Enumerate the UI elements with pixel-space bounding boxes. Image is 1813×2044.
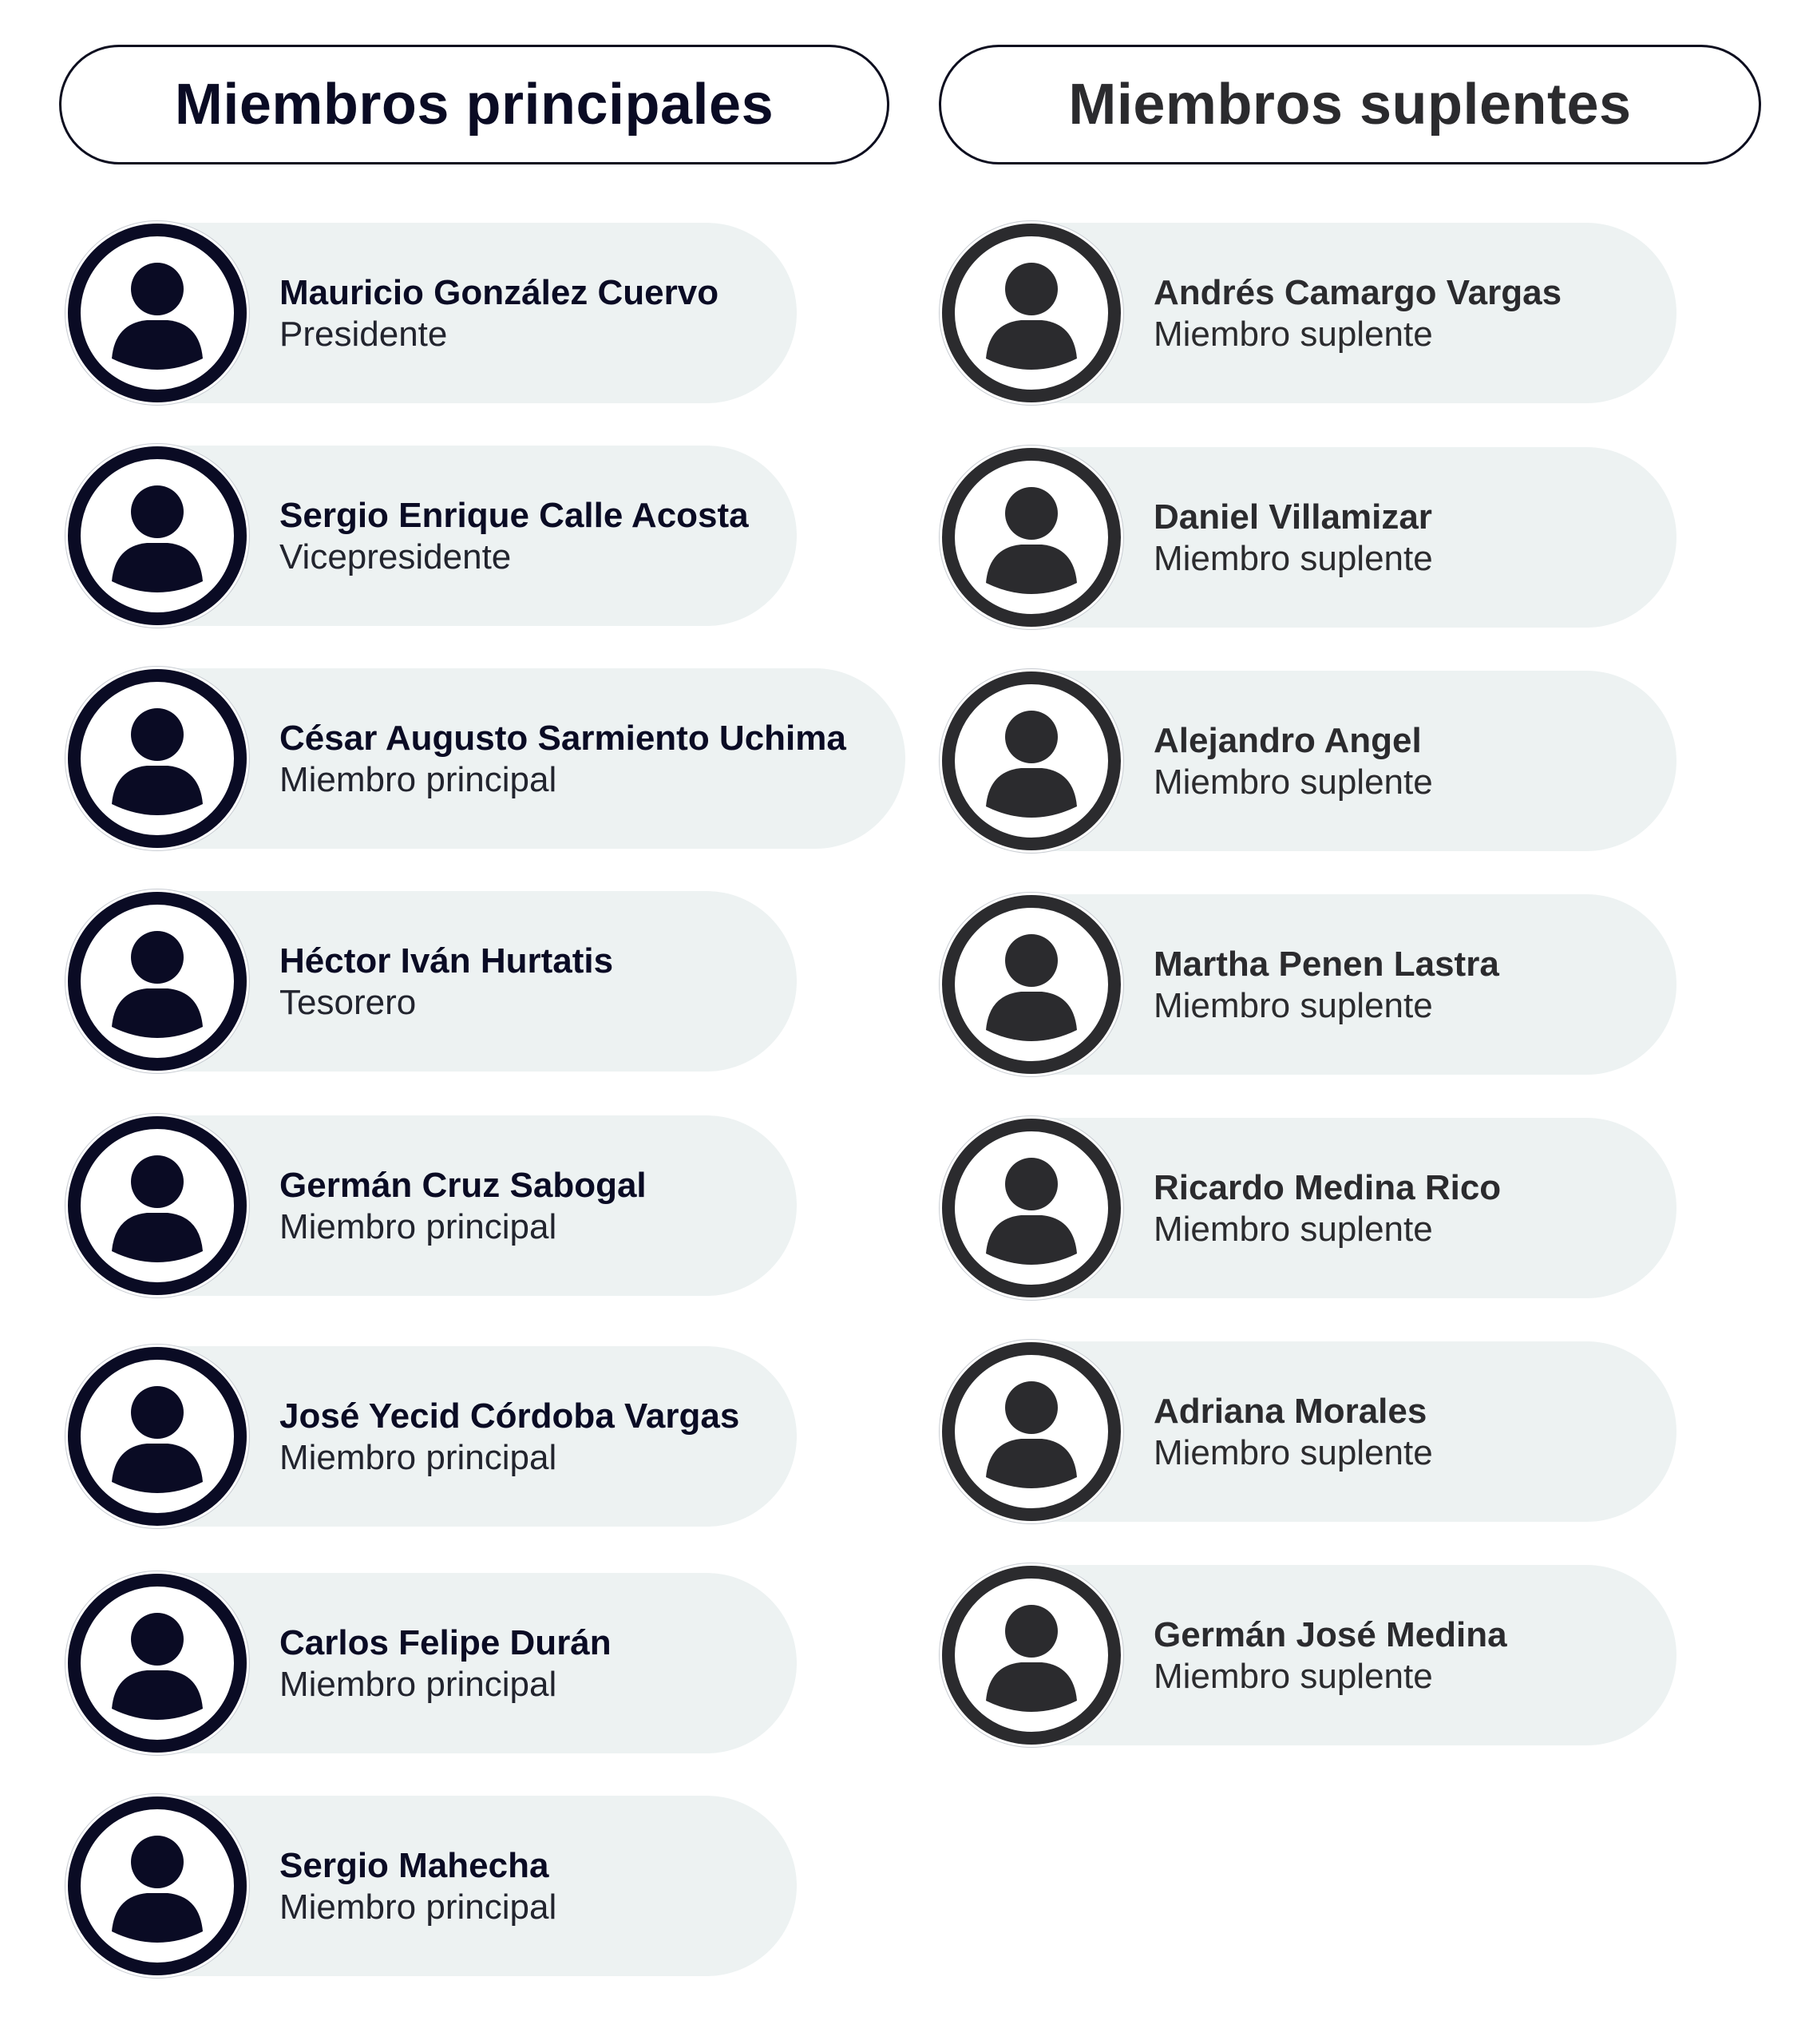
member-role: Miembro suplente xyxy=(1154,1433,1433,1472)
user-icon xyxy=(940,1563,1123,1747)
member-card xyxy=(944,1118,1676,1298)
member-card xyxy=(944,447,1676,628)
user-icon xyxy=(65,667,249,850)
member-card xyxy=(944,894,1676,1075)
member-name: Ricardo Medina Rico xyxy=(1154,1168,1502,1207)
member-card xyxy=(70,668,905,849)
member-name: Martha Penen Lastra xyxy=(1154,945,1499,984)
user-icon xyxy=(940,893,1123,1076)
member-card xyxy=(944,671,1676,851)
member-name: Adriana Morales xyxy=(1154,1392,1427,1431)
member-role: Miembro suplente xyxy=(1154,1210,1433,1249)
member-card xyxy=(944,223,1676,403)
member-role: Tesorero xyxy=(279,983,417,1022)
user-icon xyxy=(65,1571,249,1755)
member-card xyxy=(70,1796,797,1976)
member-name: César Augusto Sarmiento Uchima xyxy=(279,719,846,758)
member-role: Miembro suplente xyxy=(1154,763,1433,802)
member-role: Miembro suplente xyxy=(1154,315,1433,354)
user-icon xyxy=(940,1116,1123,1300)
user-icon xyxy=(65,1794,249,1978)
member-card xyxy=(944,1341,1676,1522)
member-role: Miembro principal xyxy=(279,1438,557,1477)
member-name: Germán Cruz Sabogal xyxy=(279,1166,647,1205)
user-icon xyxy=(65,221,249,405)
member-role: Vicepresidente xyxy=(279,537,512,576)
member-role: Miembro principal xyxy=(279,1207,557,1246)
substitute-members-title: Miembros suplentes xyxy=(1068,73,1632,137)
member-name: Héctor Iván Hurtatis xyxy=(279,941,614,980)
substitute-members-header xyxy=(939,45,1761,164)
member-name: Daniel Villamizar xyxy=(1154,497,1432,537)
principal-members-title: Miembros principales xyxy=(174,73,774,137)
member-card xyxy=(944,1565,1676,1745)
member-card xyxy=(70,1573,797,1753)
member-name: José Yecid Córdoba Vargas xyxy=(279,1396,740,1436)
user-icon xyxy=(65,1345,249,1528)
member-role: Presidente xyxy=(279,315,448,354)
member-name: Carlos Felipe Durán xyxy=(279,1623,612,1662)
member-role: Miembro suplente xyxy=(1154,1657,1433,1696)
member-name: Andrés Camargo Vargas xyxy=(1154,273,1562,312)
member-role: Miembro principal xyxy=(279,1888,557,1927)
user-icon xyxy=(65,889,249,1073)
member-name: Germán José Medina xyxy=(1154,1615,1507,1654)
member-name: Alejandro Angel xyxy=(1154,721,1422,760)
member-name: Sergio Mahecha xyxy=(279,1846,549,1885)
user-icon xyxy=(940,669,1123,853)
member-card xyxy=(70,891,797,1072)
member-name: Sergio Enrique Calle Acosta xyxy=(279,496,749,535)
member-role: Miembro principal xyxy=(279,760,557,799)
user-icon xyxy=(940,1340,1123,1523)
user-icon xyxy=(940,446,1123,629)
member-card xyxy=(70,1115,797,1296)
user-icon xyxy=(65,444,249,628)
member-card xyxy=(70,1346,797,1527)
member-role: Miembro principal xyxy=(279,1665,557,1704)
member-role: Miembro suplente xyxy=(1154,986,1433,1025)
principal-members-header xyxy=(59,45,889,164)
member-card xyxy=(70,446,797,626)
member-card xyxy=(70,223,797,403)
user-icon xyxy=(940,221,1123,405)
member-role: Miembro suplente xyxy=(1154,539,1433,578)
member-name: Mauricio González Cuervo xyxy=(279,273,719,312)
user-icon xyxy=(65,1114,249,1297)
